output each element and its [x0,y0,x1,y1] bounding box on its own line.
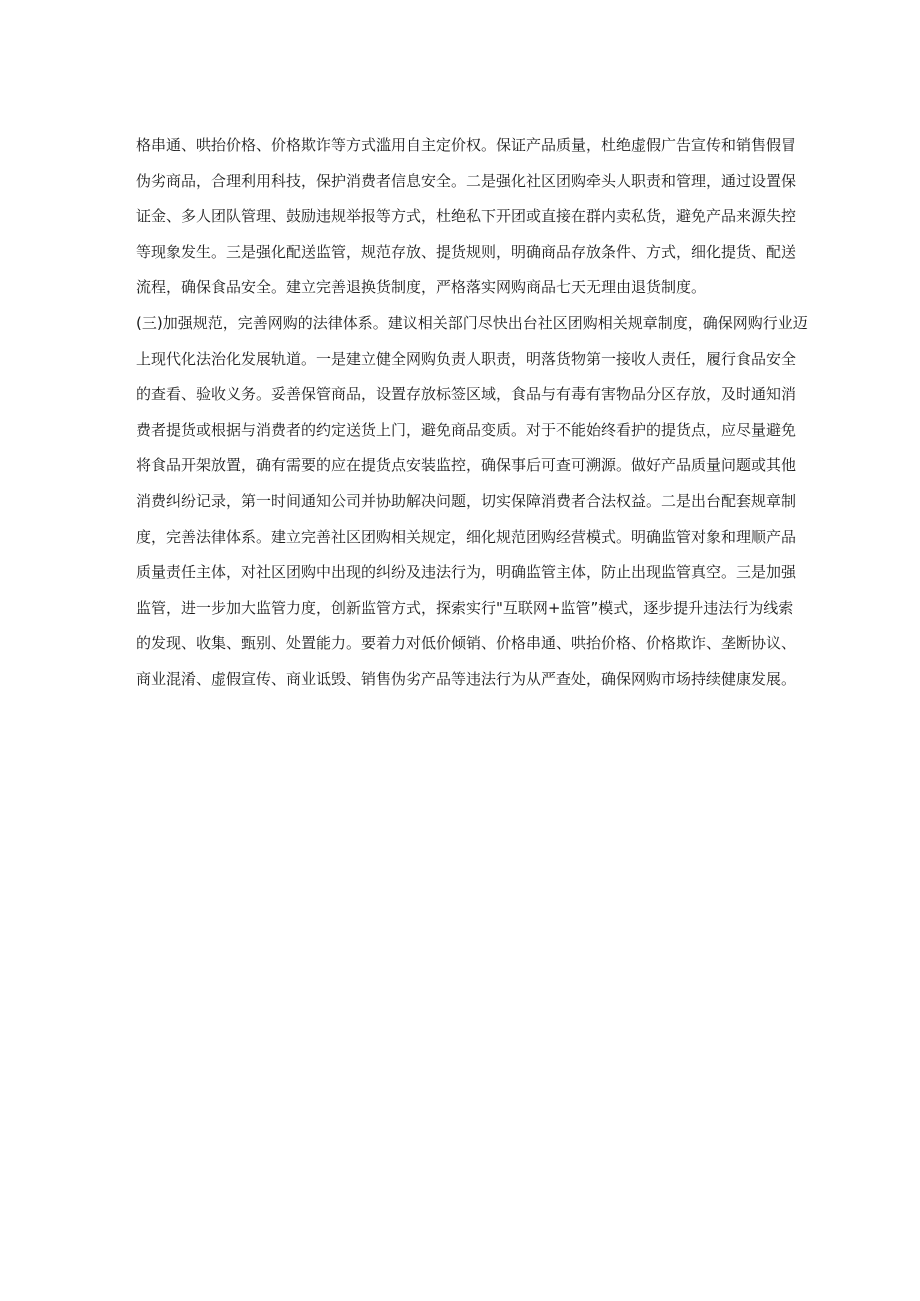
text-line: 度，完善法律体系。建立完善社区团购相关规定，细化规范团购经营模式。明确监管对象和理顺产品 [136,527,797,546]
body-text [136,128,808,698]
text-line: 消费纠纷记录，第一时间通知公司并协助解决问题，切实保障消费者合法权益。二是出台配套规章制 [136,491,797,510]
text-line: 的发现、收集、甄别、处置能力。要着力对低价倾销、价格串通、哄抬价格、价格欺诈、垄断协议、 [136,634,797,653]
section-heading-line: (三)加强规范，完善网购的法律体系。建议相关部门尽快出台社区团购相关规章制度，确保网购行业迈 [136,313,808,332]
text-line: 证金、多人团队管理、鼓励违规举报等方式，杜绝私下开团或直接在群内卖私货，避免产品来源失控 [136,207,797,226]
text-line: 费者提货或根据与消费者的约定送货上门，避免商品变质。对于不能始终看护的提货点，应尽量避免 [136,420,797,439]
text-line: 商业混淆、虚假宣传、商业诋毁、销售伪劣产品等违法行为从严查处，确保网购市场持续健康发展。 [136,669,797,688]
text-line: 的查看、验收义务。妥善保管商品，设置存放标签区域，食品与有毒有害物品分区存放，及时通知消 [136,385,797,404]
text-line: 格串通、哄抬价格、价格欺诈等方式滥用自主定价权。保证产品质量，杜绝虚假广告宣传和销售假冒 [136,136,797,154]
text-line: 上现代化法治化发展轨道。一是建立健全网购负责人职责，明落货物第一接收人责任，履行食品安全 [136,349,797,368]
text-line: 伪劣商品，合理利用科技，保护消费者信息安全。二是强化社区团购牵头人职责和管理，通过设置保 [136,171,797,190]
text-line: 监管，进一步加大监管力度，创新监管方式，探索实行"互联网+监管”模式，逐步提升违法行为线索 [136,598,794,617]
text-line: 质量责任主体，对社区团购中出现的纠纷及违法行为，明确监管主体，防止出现监管真空。三是加强 [136,563,797,582]
text-line: 流程，确保食品安全。建立完善退换货制度，严格落实网购商品七天无理由退货制度。 [136,278,707,297]
text-line: 等现象发生。三是强化配送监管，规范存放、提货规则，明确商品存放条件、方式，细化提货、配送 [136,242,797,261]
text-line: 将食品开架放置，确有需要的应在提货点安装监控，确保事后可查可溯源。做好产品质量问题或其他 [136,456,797,475]
